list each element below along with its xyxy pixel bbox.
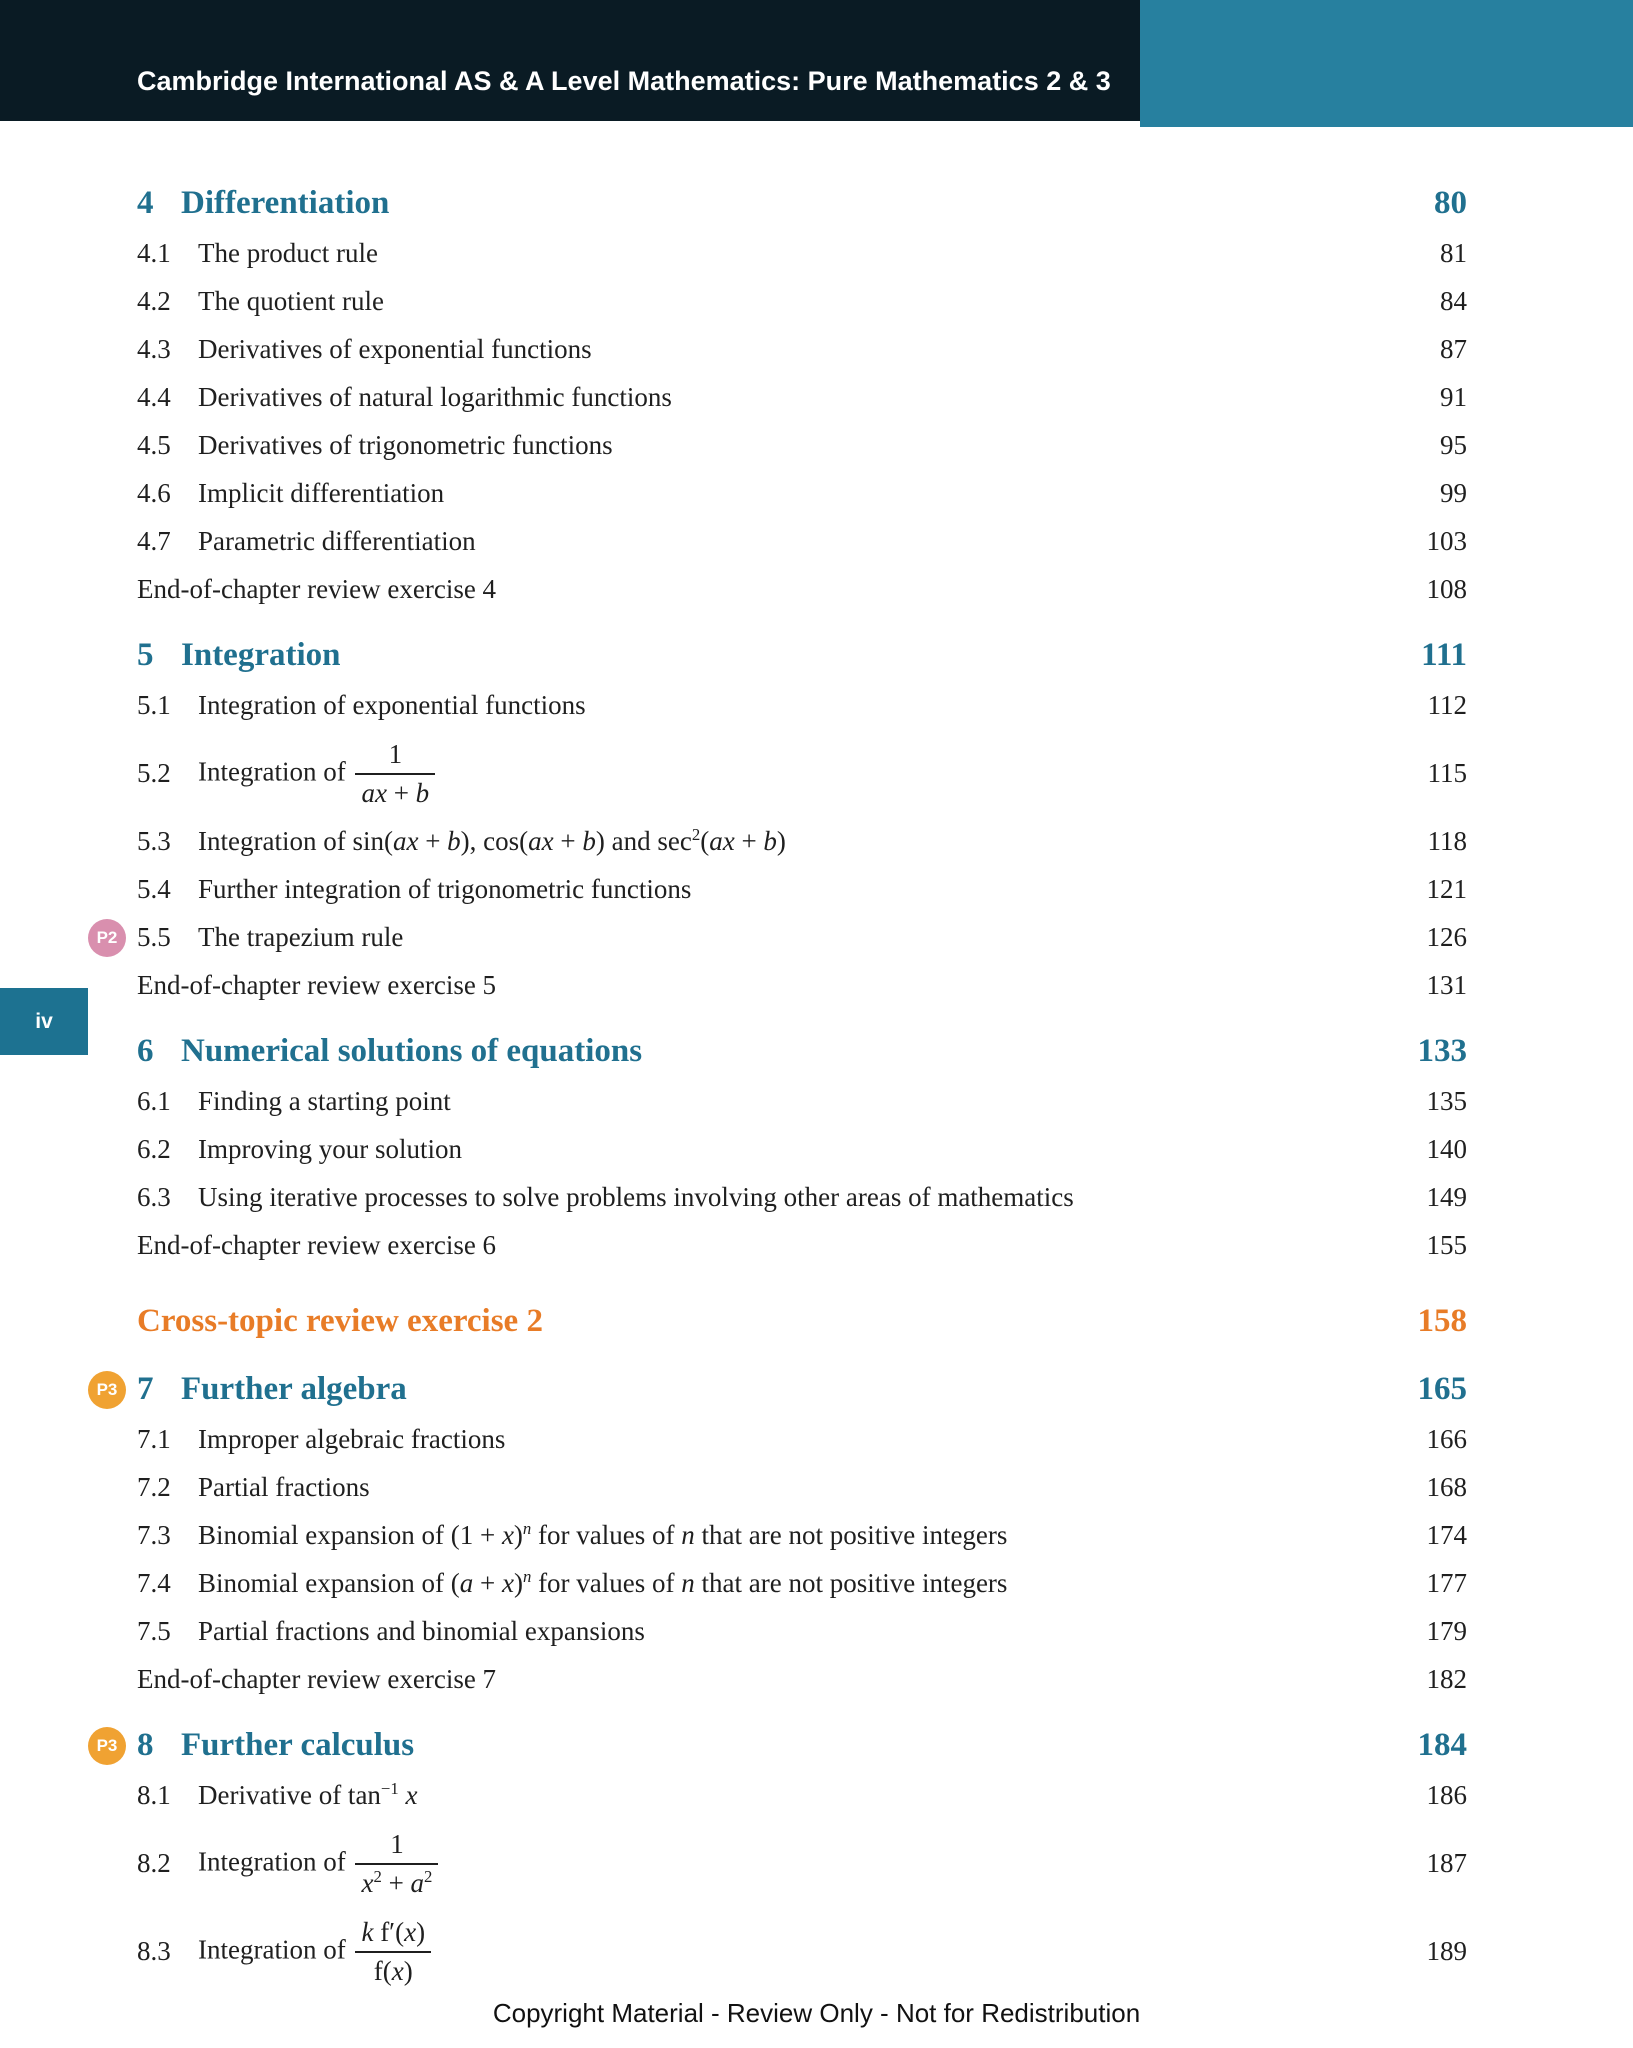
page-number: 166 xyxy=(1426,1424,1467,1455)
page-number: 121 xyxy=(1426,874,1467,905)
math-variable: n xyxy=(522,1519,532,1539)
fraction xyxy=(355,739,435,809)
chapter-heading-row xyxy=(96,1720,1467,1772)
toc-entry-row xyxy=(137,1772,1467,1820)
math-variable: b xyxy=(763,826,777,857)
entry-title: Partial fractions and binomial expansions xyxy=(198,1616,645,1647)
header-accent-block xyxy=(1140,0,1633,127)
entry-number: 4.2 xyxy=(137,286,171,317)
page-number: 131 xyxy=(1426,970,1467,1001)
toc-entry-row xyxy=(137,374,1467,422)
page-number: 126 xyxy=(1426,922,1467,953)
superscript: −1 xyxy=(380,1779,399,1799)
math-variable: x xyxy=(405,1780,418,1811)
chapter-title: Numerical solutions of equations xyxy=(181,1033,643,1070)
toc-entry-row xyxy=(137,1560,1467,1608)
entry-number: 8.1 xyxy=(137,1780,171,1811)
superscript: 2 xyxy=(424,1867,433,1886)
toc-entry-row xyxy=(137,1416,1467,1464)
chapter-number: 5 xyxy=(137,637,154,674)
math-variable: n xyxy=(522,1567,532,1587)
entry-title: Using iterative processes to solve problems involving other areas of mathematics xyxy=(198,1182,1074,1213)
fraction-denominator: $x^2 + a^2$ xyxy=(361,1867,433,1898)
math-variable: x xyxy=(391,1956,404,1986)
copyright-notice: Copyright Material - Review Only - Not for Redistribution xyxy=(492,1998,1141,2028)
entry-number: 8.2 xyxy=(137,1848,171,1879)
page-number: 80 xyxy=(1434,185,1467,222)
toc-entry-row xyxy=(137,326,1467,374)
entry-title: Derivatives of exponential functions xyxy=(198,334,592,365)
toc-entry-row xyxy=(137,230,1467,278)
page-number: 140 xyxy=(1426,1134,1467,1165)
superscript xyxy=(523,1519,531,1538)
header-bar xyxy=(0,0,1140,121)
entry-title: Integration of sin(ax + b), cos(ax + b) and $\sec^2(ax + b)$ xyxy=(198,825,786,857)
entry-number: 7.3 xyxy=(137,1520,171,1551)
chapter-title: Integration xyxy=(181,637,341,674)
page-number: 81 xyxy=(1440,238,1467,269)
page-number: 168 xyxy=(1426,1472,1467,1503)
entry-number: 6.1 xyxy=(137,1086,171,1117)
table-of-contents xyxy=(96,178,1467,1996)
cross-topic-title: Cross-topic review exercise 2 xyxy=(137,1303,543,1340)
chapter-number: 4 xyxy=(137,185,154,222)
entry-number: 6.2 xyxy=(137,1134,171,1165)
footer xyxy=(0,1998,1633,2029)
toc-entry-row xyxy=(137,1464,1467,1512)
page-number: 149 xyxy=(1426,1182,1467,1213)
toc-entry-row xyxy=(137,682,1467,730)
math-variable: n xyxy=(681,1520,695,1551)
fraction-denominator: f(x) xyxy=(373,1956,413,1986)
math-variable: b xyxy=(447,826,461,857)
entry-title: Integration of $\frac{1}{x^2 + a^2}$ xyxy=(198,1829,441,1899)
page-number: 133 xyxy=(1417,1033,1467,1070)
math-variable: ax xyxy=(709,826,735,857)
page-number: 111 xyxy=(1421,637,1467,674)
entry-title: The quotient rule xyxy=(198,286,384,317)
superscript xyxy=(523,1567,531,1586)
chapter-heading-row xyxy=(137,630,1467,682)
math-variable: x xyxy=(501,1568,514,1599)
math-variable: x xyxy=(404,1916,417,1947)
toc-entry-row xyxy=(137,1608,1467,1656)
superscript: 2 xyxy=(691,825,701,845)
page-number: 99 xyxy=(1440,478,1467,509)
toc-entry-row xyxy=(137,866,1467,914)
chapter-heading-row xyxy=(137,178,1467,230)
page-number: 179 xyxy=(1426,1616,1467,1647)
math-variable: b xyxy=(415,778,430,808)
toc-entry-row xyxy=(137,518,1467,566)
fraction-denominator: ax + b xyxy=(361,778,430,808)
math-variable: b xyxy=(582,826,596,857)
page-number: 91 xyxy=(1440,382,1467,413)
page-number: 184 xyxy=(1417,1727,1467,1764)
toc-entry-row xyxy=(137,1908,1467,1996)
toc-entry-row xyxy=(137,962,1467,1010)
entry-number: 7.2 xyxy=(137,1472,171,1503)
p3-badge: P3 xyxy=(88,1371,126,1409)
math-variable: x xyxy=(501,1520,514,1551)
entry-number: 4.7 xyxy=(137,526,171,557)
entry-number: 5.1 xyxy=(137,690,171,721)
page-number: 112 xyxy=(1427,690,1467,721)
entry-number: 7.5 xyxy=(137,1616,171,1647)
entry-number: 4.6 xyxy=(137,478,171,509)
page-number: 108 xyxy=(1426,574,1467,605)
entry-number: 5.5 xyxy=(137,922,171,953)
page-number: 84 xyxy=(1440,286,1467,317)
entry-title: Implicit differentiation xyxy=(198,478,445,509)
page-number: 189 xyxy=(1426,1936,1467,1967)
toc-entry-row xyxy=(137,566,1467,614)
page-number: 135 xyxy=(1426,1086,1467,1117)
entry-number: 5.3 xyxy=(137,826,171,857)
toc-entry-row xyxy=(137,278,1467,326)
math-variable: ax xyxy=(392,826,419,857)
entry-title: Binomial expansion of $(a + x)^n$ for values of n that are not positive integers xyxy=(198,1567,1008,1599)
entry-title: Finding a starting point xyxy=(198,1086,451,1117)
p3-badge: P3 xyxy=(88,1727,126,1765)
entry-number: 6.3 xyxy=(137,1182,171,1213)
entry-title: End-of-chapter review exercise 7 xyxy=(137,1664,497,1695)
entry-title: End-of-chapter review exercise 5 xyxy=(137,970,497,1001)
entry-title: End-of-chapter review exercise 4 xyxy=(137,574,497,605)
entry-number: 8.3 xyxy=(137,1936,171,1967)
chapter-heading-row xyxy=(137,1026,1467,1078)
math-variable: k xyxy=(361,1916,374,1947)
toc-entry-row xyxy=(137,1126,1467,1174)
entry-title: The trapezium rule xyxy=(198,922,404,953)
page-number: 103 xyxy=(1426,526,1467,557)
entry-title: Partial fractions xyxy=(198,1472,370,1503)
page-number: 165 xyxy=(1417,1371,1467,1408)
entry-title: Parametric differentiation xyxy=(198,526,476,557)
entry-number: 5.2 xyxy=(137,758,171,789)
page-number-tab: iv xyxy=(0,988,88,1055)
page-number: 186 xyxy=(1426,1780,1467,1811)
toc-entry-row xyxy=(96,914,1467,962)
fraction xyxy=(355,1917,431,1987)
page-number: 118 xyxy=(1427,826,1467,857)
toc-entry-row xyxy=(137,1820,1467,1908)
entry-title: Integration of $\frac{\text{k f′(x)}}{f(x)}$ xyxy=(198,1917,434,1987)
chapter-number: 8 xyxy=(137,1727,154,1764)
toc-entry-row xyxy=(137,1222,1467,1270)
math-variable: a xyxy=(459,1568,474,1599)
page-number: 182 xyxy=(1426,1664,1467,1695)
entry-number: 4.3 xyxy=(137,334,171,365)
p2-badge: P2 xyxy=(88,919,126,957)
entry-number: 4.5 xyxy=(137,430,171,461)
page-number: 95 xyxy=(1440,430,1467,461)
fraction xyxy=(355,1829,438,1899)
fraction-numerator: 1 xyxy=(355,739,435,775)
entry-number: 7.1 xyxy=(137,1424,171,1455)
math-variable: a xyxy=(410,1868,425,1898)
page-number: 158 xyxy=(1417,1303,1467,1340)
entry-title: Improper algebraic fractions xyxy=(198,1424,506,1455)
book-title: Cambridge International AS & A Level Mathematics: Pure Mathematics 2 & 3 xyxy=(137,66,1111,96)
entry-title: Integration of exponential functions xyxy=(198,690,586,721)
entry-title: Improving your solution xyxy=(198,1134,462,1165)
fraction-numerator: 1 xyxy=(355,1829,438,1865)
chapter-title: Further calculus xyxy=(181,1727,415,1764)
entry-title: Derivative of $\tan^{-1} x$ xyxy=(198,1779,418,1811)
page-number: 187 xyxy=(1426,1848,1467,1879)
math-variable: ax xyxy=(528,826,554,857)
math-variable: ax xyxy=(361,778,387,808)
chapter-title: Further algebra xyxy=(181,1371,407,1408)
cross-topic-row xyxy=(137,1296,1467,1348)
toc-entry-row xyxy=(137,1656,1467,1704)
entry-title: End-of-chapter review exercise 6 xyxy=(137,1230,497,1261)
entry-title: Integration of $\frac{1}{ax + b}$ xyxy=(198,739,438,809)
toc-entry-row xyxy=(137,422,1467,470)
chapter-heading-row xyxy=(96,1364,1467,1416)
page-number: 87 xyxy=(1440,334,1467,365)
entry-title: Further integration of trigonometric functions xyxy=(198,874,692,905)
chapter-number: 6 xyxy=(137,1033,154,1070)
toc-entry-row xyxy=(137,1078,1467,1126)
toc-entry-row xyxy=(137,730,1467,818)
toc-entry-row xyxy=(137,470,1467,518)
entry-number: 4.1 xyxy=(137,238,171,269)
math-variable: x xyxy=(361,1868,374,1898)
entry-number: 4.4 xyxy=(137,382,171,413)
toc-entry-row xyxy=(137,1174,1467,1222)
superscript: 2 xyxy=(373,1867,382,1886)
fraction-numerator: k f′(x) xyxy=(355,1917,431,1953)
chapter-title: Differentiation xyxy=(181,185,390,222)
entry-number: 7.4 xyxy=(137,1568,171,1599)
toc-entry-row xyxy=(137,818,1467,866)
page-number: 174 xyxy=(1426,1520,1467,1551)
toc-entry-row xyxy=(137,1512,1467,1560)
entry-title: The product rule xyxy=(198,238,378,269)
entry-title: Binomial expansion of $(1 + x)^n$ for values of n that are not positive integers xyxy=(198,1519,1008,1551)
page-number: 177 xyxy=(1426,1568,1467,1599)
page-number: 155 xyxy=(1426,1230,1467,1261)
entry-title: Derivatives of natural logarithmic functions xyxy=(198,382,672,413)
entry-number: 5.4 xyxy=(137,874,171,905)
entry-title: Derivatives of trigonometric functions xyxy=(198,430,613,461)
math-variable: n xyxy=(681,1568,695,1599)
page-number: 115 xyxy=(1427,758,1467,789)
chapter-number: 7 xyxy=(137,1371,154,1408)
